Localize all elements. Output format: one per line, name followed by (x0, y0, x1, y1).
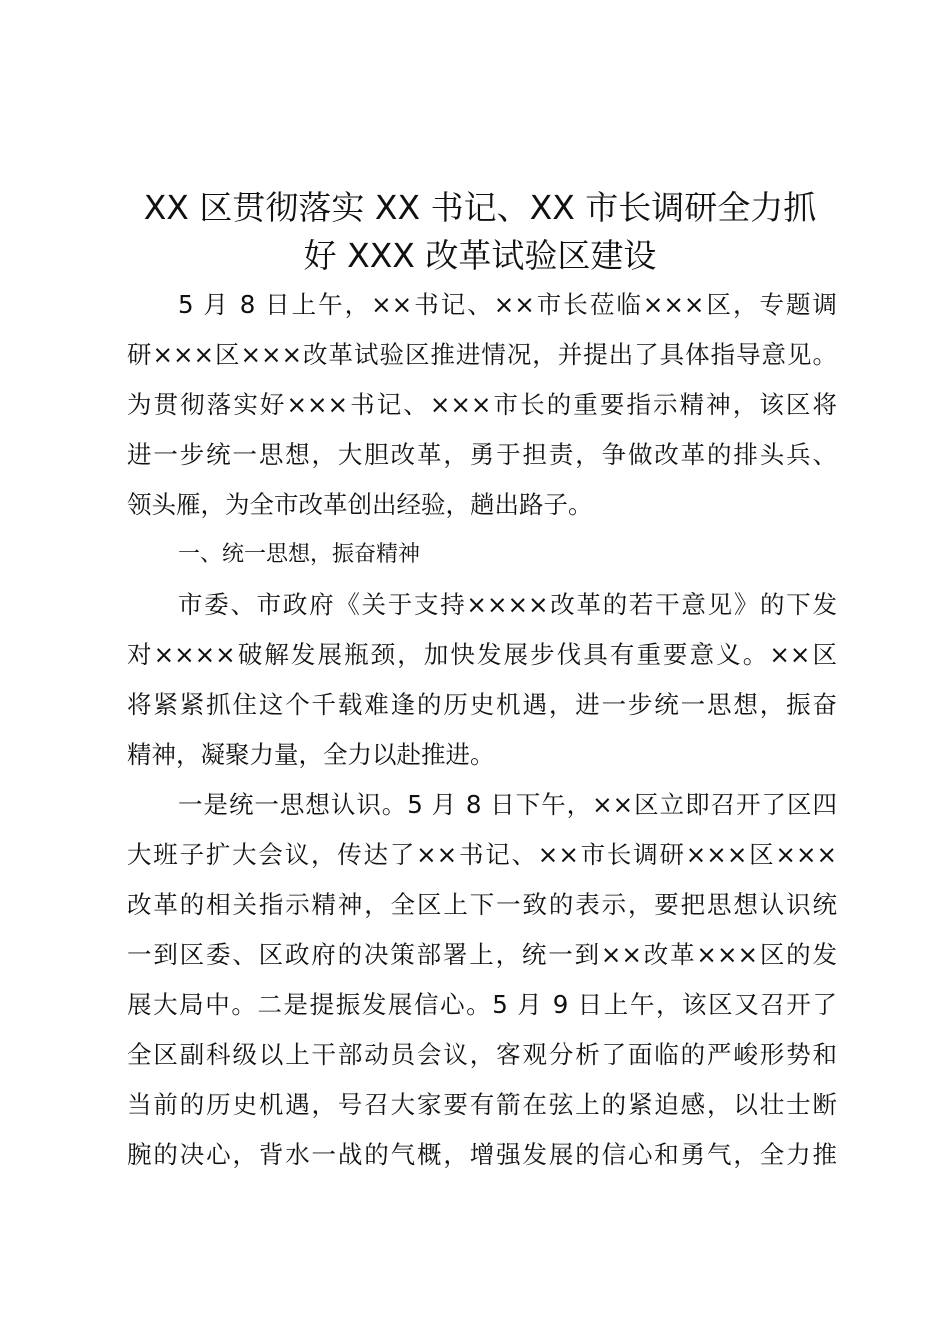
paragraph-line: 进一步统一思想，大胆改革，勇于担责，争做改革的排头兵、 (127, 440, 837, 469)
paragraph-line: 将紧紧抓住这个千载难逢的历史机遇，进一步统一思想，振奋 (127, 690, 837, 719)
paragraph-line: 5 月 8 日上午，××书记、××市长莅临×××区，专题调 (178, 290, 837, 319)
paragraph-line: 为贯彻落实好×××书记、×××市长的重要指示精神，该区将 (127, 390, 837, 419)
paragraph-line: 大班子扩大会议，传达了××书记、××市长调研×××区××× (127, 840, 837, 869)
paragraph-line: 对××××破解发展瓶颈，加快发展步伐具有重要意义。××区 (127, 640, 837, 669)
paragraph-line: 当前的历史机遇，号召大家要有箭在弦上的紧迫感，以壮士断 (127, 1090, 837, 1119)
paragraph-line: 一到区委、区政府的决策部署上，统一到××改革×××区的发 (127, 940, 837, 969)
paragraph-line: 全区副科级以上干部动员会议，客观分析了面临的严峻形势和 (127, 1040, 837, 1069)
section-heading: 一、统一思想，振奋精神 (178, 542, 421, 567)
paragraph-line: 市委、市政府《关于支持××××改革的若干意见》的下发 (178, 590, 837, 619)
document-title-line-1: XX 区贯彻落实 XX 书记、XX 市长调研全力抓 (143, 188, 817, 227)
paragraph-line: 研×××区×××改革试验区推进情况，并提出了具体指导意见。 (127, 340, 837, 369)
paragraph-line: 精神，凝聚力量，全力以赴推进。 (127, 740, 495, 769)
document-title-line-2: 好 XXX 改革试验区建设 (303, 236, 657, 275)
paragraph-line: 改革的相关指示精神，全区上下一致的表示，要把思想认识统 (127, 890, 837, 919)
paragraph-line: 展大局中。二是提振发展信心。5 月 9 日上午，该区又召开了 (127, 990, 837, 1019)
paragraph-line: 一是统一思想认识。5 月 8 日下午，××区立即召开了区四 (178, 790, 837, 819)
paragraph-line: 领头雁，为全市改革创出经验，趟出路子。 (127, 490, 593, 519)
paragraph-line: 腕的决心，背水一战的气概，增强发展的信心和勇气，全力推 (127, 1140, 837, 1169)
